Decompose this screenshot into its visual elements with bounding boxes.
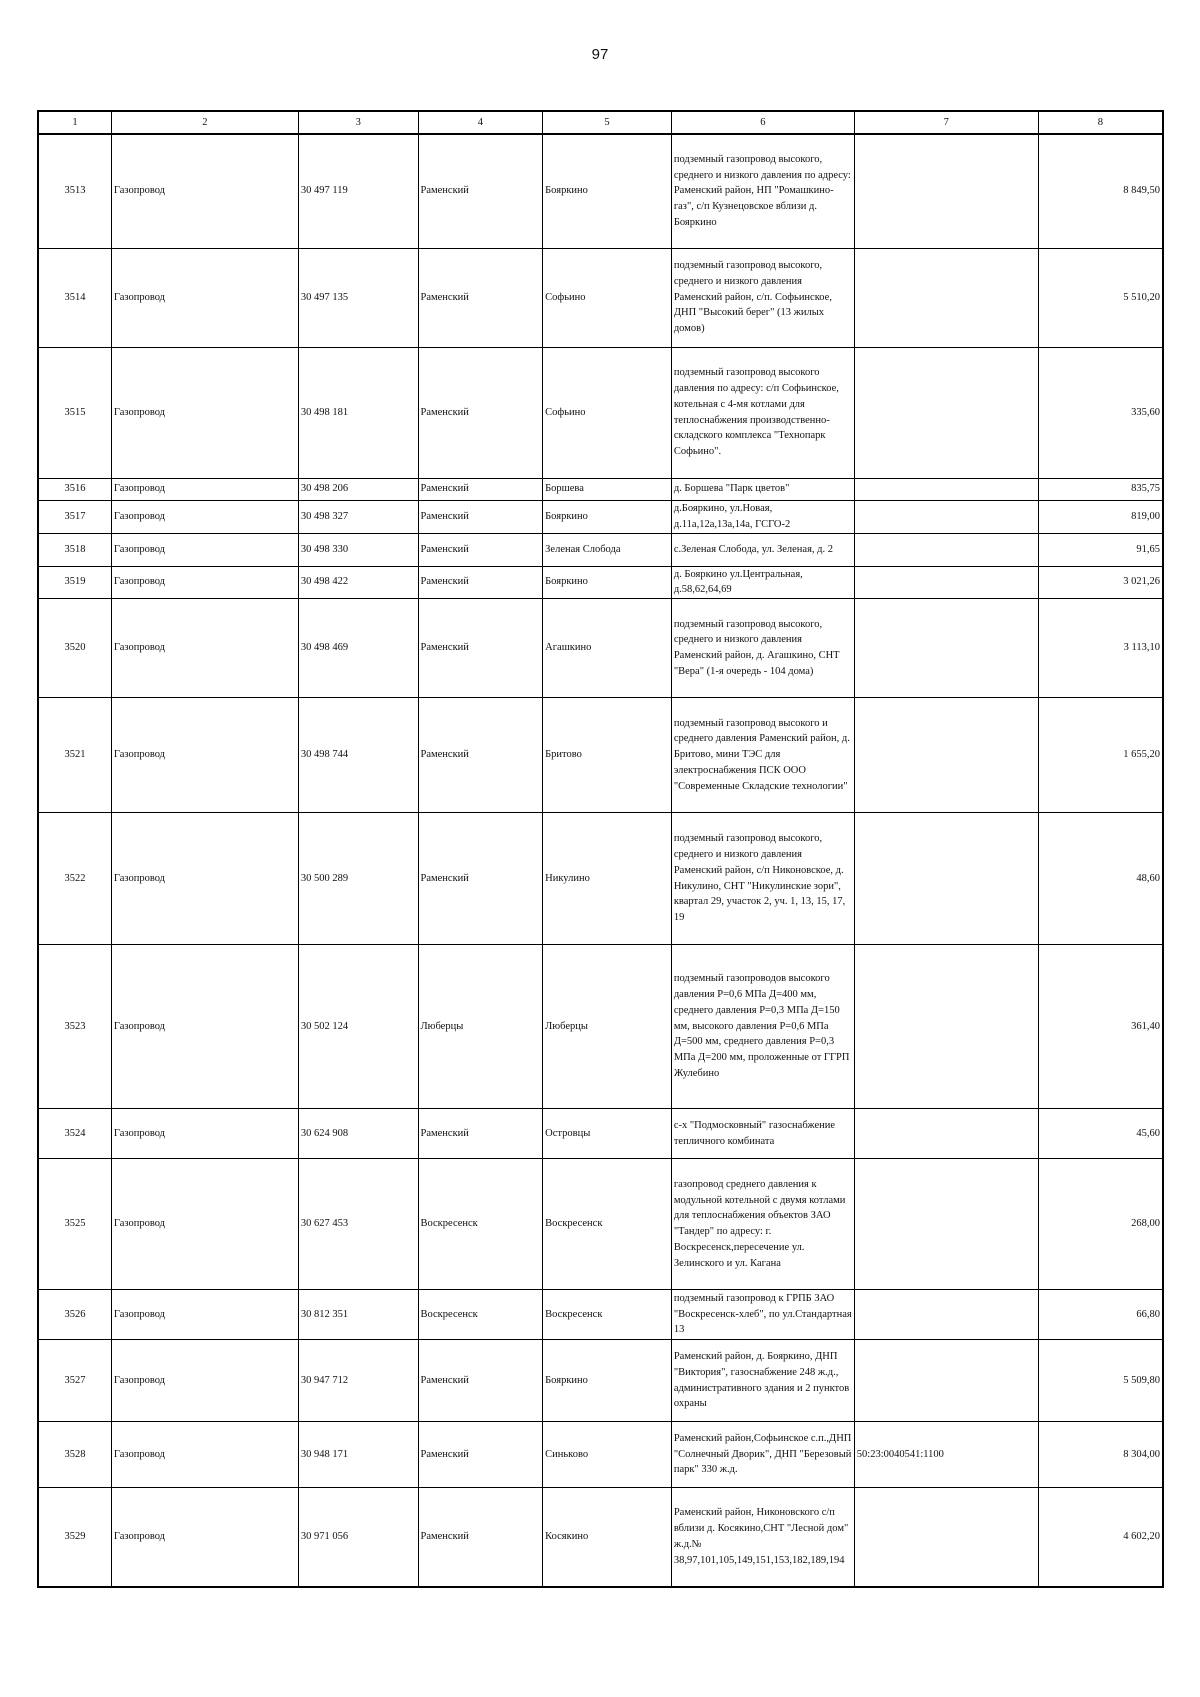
object-code-cell: 30 812 351: [298, 1290, 418, 1340]
value-cell: 835,75: [1038, 478, 1163, 500]
object-type-cell: Газопровод: [111, 1422, 298, 1488]
value-cell: 48,60: [1038, 813, 1163, 945]
row-number-cell: 3516: [38, 478, 111, 500]
description-cell: подземный газопровод высокого давления по адресу: с/п Софьинское, котельная с 4-мя котлами для теплоснабжения производственно-складского комплекса "Технопарк Софьино".: [671, 347, 854, 478]
cadastral-number-cell: [854, 1159, 1038, 1290]
page-number: 97: [591, 46, 609, 63]
table-row: [38, 1340, 1163, 1422]
column-header: 6: [671, 111, 854, 134]
cadastral-number-cell: [854, 813, 1038, 945]
settlement-cell: Агашкино: [543, 599, 672, 698]
district-cell: Раменский: [418, 813, 543, 945]
table-row: [38, 1422, 1163, 1488]
district-cell: Раменский: [418, 533, 543, 566]
settlement-cell: Бояркино: [543, 500, 672, 533]
column-header: 1: [38, 111, 111, 134]
settlement-cell: Косякино: [543, 1488, 672, 1587]
cadastral-number-cell: [854, 248, 1038, 347]
description-cell: подземный газопровод высокого, среднего и низкого давления Раменский район, д. Агашкино, СНТ "Вера" (1-я очередь - 104 дома): [671, 599, 854, 698]
cadastral-number-cell: [854, 945, 1038, 1109]
description-cell: подземный газопровод высокого, среднего и низкого давления по адресу: Раменский район, НП "Ромашкино-газ", с/п Кузнецовское вблизи д. Бояркино: [671, 134, 854, 248]
row-number-cell: 3523: [38, 945, 111, 1109]
description-cell: подземный газопровод высокого, среднего и низкого давления Раменский район, с/п Никоновское, д. Никулино, СНТ "Никулинские зори", квартал 29, участок 2, уч. 1, 13, 15, 17, 19: [671, 813, 854, 945]
object-type-cell: Газопровод: [111, 1290, 298, 1340]
value-cell: 3 113,10: [1038, 599, 1163, 698]
row-number-cell: 3520: [38, 599, 111, 698]
cadastral-number-cell: [854, 533, 1038, 566]
object-type-cell: Газопровод: [111, 134, 298, 248]
cadastral-number-cell: [854, 134, 1038, 248]
row-number-cell: 3524: [38, 1109, 111, 1159]
settlement-cell: Синьково: [543, 1422, 672, 1488]
cadastral-number-cell: [854, 347, 1038, 478]
value-cell: 91,65: [1038, 533, 1163, 566]
description-cell: газопровод среднего давления к модульной котельной с двумя котлами для теплоснабжения объектов ЗАО "Тандер" по адресу: г. Воскресенск,пересечение ул. Зелинского и ул. Кагана: [671, 1159, 854, 1290]
description-cell: Раменский район, Никоновского с/п вблизи д. Косякино,СНТ "Лесной дом" ж.д.№ 38,97,101,105,149,151,153,182,189,194: [671, 1488, 854, 1587]
object-type-cell: Газопровод: [111, 500, 298, 533]
row-number-cell: 3525: [38, 1159, 111, 1290]
object-type-cell: Газопровод: [111, 599, 298, 698]
object-type-cell: Газопровод: [111, 1340, 298, 1422]
district-cell: Раменский: [418, 1109, 543, 1159]
table-row: [38, 1290, 1163, 1340]
district-cell: Раменский: [418, 248, 543, 347]
column-header: 5: [543, 111, 672, 134]
object-code-cell: 30 498 327: [298, 500, 418, 533]
settlement-cell: Воскресенск: [543, 1159, 672, 1290]
value-cell: 335,60: [1038, 347, 1163, 478]
cadastral-number-cell: [854, 1290, 1038, 1340]
table-row: [38, 248, 1163, 347]
description-cell: подземный газопровод высокого и среднего давления Раменский район, д. Бритово, мини ТЭС для электроснабжения ПСК ООО "Современные Складские технологии": [671, 698, 854, 813]
row-number-cell: 3514: [38, 248, 111, 347]
description-cell: Раменский район,Софьинское с.п.,ДНП "Солнечный Дворик", ДНП "Березовый парк" 330 ж.д.: [671, 1422, 854, 1488]
district-cell: Раменский: [418, 134, 543, 248]
row-number-cell: 3522: [38, 813, 111, 945]
cadastral-number-cell: [854, 1109, 1038, 1159]
cadastral-number-cell: [854, 1488, 1038, 1587]
district-cell: Раменский: [418, 566, 543, 599]
object-type-cell: Газопровод: [111, 1109, 298, 1159]
district-cell: Воскресенск: [418, 1290, 543, 1340]
table-row: [38, 1159, 1163, 1290]
cadastral-number-cell: [854, 599, 1038, 698]
description-cell: подземный газопровод к ГРПБ ЗАО "Воскресенск-хлеб", по ул.Стандартная 13: [671, 1290, 854, 1340]
table-row: [38, 945, 1163, 1109]
column-header: 2: [111, 111, 298, 134]
row-number-cell: 3518: [38, 533, 111, 566]
district-cell: Раменский: [418, 347, 543, 478]
settlement-cell: Островцы: [543, 1109, 672, 1159]
value-cell: 4 602,20: [1038, 1488, 1163, 1587]
district-cell: Воскресенск: [418, 1159, 543, 1290]
object-type-cell: Газопровод: [111, 1159, 298, 1290]
table-row: [38, 698, 1163, 813]
value-cell: 3 021,26: [1038, 566, 1163, 599]
value-cell: 5 509,80: [1038, 1340, 1163, 1422]
register-table: [37, 110, 1164, 1588]
settlement-cell: Никулино: [543, 813, 672, 945]
value-cell: 1 655,20: [1038, 698, 1163, 813]
column-header: 3: [298, 111, 418, 134]
cadastral-number-cell: [854, 698, 1038, 813]
row-number-cell: 3513: [38, 134, 111, 248]
settlement-cell: Бояркино: [543, 134, 672, 248]
value-cell: 8 304,00: [1038, 1422, 1163, 1488]
description-cell: д. Бояркино ул.Центральная, д.58,62,64,69: [671, 566, 854, 599]
row-number-cell: 3519: [38, 566, 111, 599]
settlement-cell: Воскресенск: [543, 1290, 672, 1340]
settlement-cell: Софьино: [543, 347, 672, 478]
settlement-cell: Бояркино: [543, 1340, 672, 1422]
object-code-cell: 30 497 135: [298, 248, 418, 347]
object-code-cell: 30 971 056: [298, 1488, 418, 1587]
district-cell: Люберцы: [418, 945, 543, 1109]
row-number-cell: 3527: [38, 1340, 111, 1422]
object-type-cell: Газопровод: [111, 813, 298, 945]
object-code-cell: 30 498 469: [298, 599, 418, 698]
row-number-cell: 3521: [38, 698, 111, 813]
object-code-cell: 30 502 124: [298, 945, 418, 1109]
district-cell: Раменский: [418, 1422, 543, 1488]
row-number-cell: 3515: [38, 347, 111, 478]
district-cell: Раменский: [418, 1340, 543, 1422]
object-code-cell: 30 498 181: [298, 347, 418, 478]
object-type-cell: Газопровод: [111, 698, 298, 813]
object-code-cell: 30 948 171: [298, 1422, 418, 1488]
cadastral-number-cell: [854, 500, 1038, 533]
object-code-cell: 30 498 206: [298, 478, 418, 500]
header-row: [38, 111, 1163, 134]
table-row: [38, 478, 1163, 500]
settlement-cell: Софьино: [543, 248, 672, 347]
object-type-cell: Газопровод: [111, 478, 298, 500]
table-row: [38, 533, 1163, 566]
district-cell: Раменский: [418, 478, 543, 500]
object-code-cell: 30 947 712: [298, 1340, 418, 1422]
table-row: [38, 134, 1163, 248]
object-code-cell: 30 627 453: [298, 1159, 418, 1290]
object-code-cell: 30 498 744: [298, 698, 418, 813]
object-type-cell: Газопровод: [111, 533, 298, 566]
row-number-cell: 3517: [38, 500, 111, 533]
row-number-cell: 3529: [38, 1488, 111, 1587]
table-row: [38, 1488, 1163, 1587]
object-type-cell: Газопровод: [111, 945, 298, 1109]
object-code-cell: 30 498 422: [298, 566, 418, 599]
value-cell: 361,40: [1038, 945, 1163, 1109]
row-number-cell: 3528: [38, 1422, 111, 1488]
object-type-cell: Газопровод: [111, 248, 298, 347]
object-type-cell: Газопровод: [111, 1488, 298, 1587]
settlement-cell: Зеленая Слобода: [543, 533, 672, 566]
settlement-cell: Люберцы: [543, 945, 672, 1109]
description-cell: с-х "Подмосковный" газоснабжение тепличного комбината: [671, 1109, 854, 1159]
object-code-cell: 30 500 289: [298, 813, 418, 945]
cadastral-number-cell: [854, 566, 1038, 599]
settlement-cell: Боршева: [543, 478, 672, 500]
value-cell: 8 849,50: [1038, 134, 1163, 248]
column-header: 8: [1038, 111, 1163, 134]
row-number-cell: 3526: [38, 1290, 111, 1340]
value-cell: 45,60: [1038, 1109, 1163, 1159]
column-header: 4: [418, 111, 543, 134]
table-row: [38, 813, 1163, 945]
description-cell: подземный газопроводов высокого давления Р=0,6 МПа Д=400 мм, среднего давления Р=0,3 МПа Д=150 мм, высокого давления Р=0,6 МПа Д=500 мм, среднего давления Р=0,3 МПа Д=200 мм, проложенные от ГГРП Жулебино: [671, 945, 854, 1109]
table-row: [38, 599, 1163, 698]
value-cell: 66,80: [1038, 1290, 1163, 1340]
table-row: [38, 1109, 1163, 1159]
description-cell: с.Зеленая Слобода, ул. Зеленая, д. 2: [671, 533, 854, 566]
settlement-cell: Бояркино: [543, 566, 672, 599]
object-type-cell: Газопровод: [111, 347, 298, 478]
object-code-cell: 30 497 119: [298, 134, 418, 248]
table-row: [38, 347, 1163, 478]
object-type-cell: Газопровод: [111, 566, 298, 599]
cadastral-number-cell: 50:23:0040541:1100: [854, 1422, 1038, 1488]
column-header: 7: [854, 111, 1038, 134]
table-row: [38, 566, 1163, 599]
object-code-cell: 30 624 908: [298, 1109, 418, 1159]
value-cell: 819,00: [1038, 500, 1163, 533]
cadastral-number-cell: [854, 478, 1038, 500]
settlement-cell: Бритово: [543, 698, 672, 813]
description-cell: подземный газопровод высокого, среднего и низкого давления Раменский район, с/п. Софьинское, ДНП "Высокий берег" (13 жилых домов): [671, 248, 854, 347]
district-cell: Раменский: [418, 698, 543, 813]
district-cell: Раменский: [418, 1488, 543, 1587]
description-cell: Раменский район, д. Бояркино, ДНП "Виктория", газоснабжение 248 ж.д., административного здания и 2 пунктов охраны: [671, 1340, 854, 1422]
table-row: [38, 500, 1163, 533]
district-cell: Раменский: [418, 500, 543, 533]
description-cell: д.Бояркино, ул.Новая, д.11а,12а,13а,14а, ГСГО-2: [671, 500, 854, 533]
district-cell: Раменский: [418, 599, 543, 698]
cadastral-number-cell: [854, 1340, 1038, 1422]
value-cell: 5 510,20: [1038, 248, 1163, 347]
object-code-cell: 30 498 330: [298, 533, 418, 566]
description-cell: д. Боршева "Парк цветов": [671, 478, 854, 500]
value-cell: 268,00: [1038, 1159, 1163, 1290]
